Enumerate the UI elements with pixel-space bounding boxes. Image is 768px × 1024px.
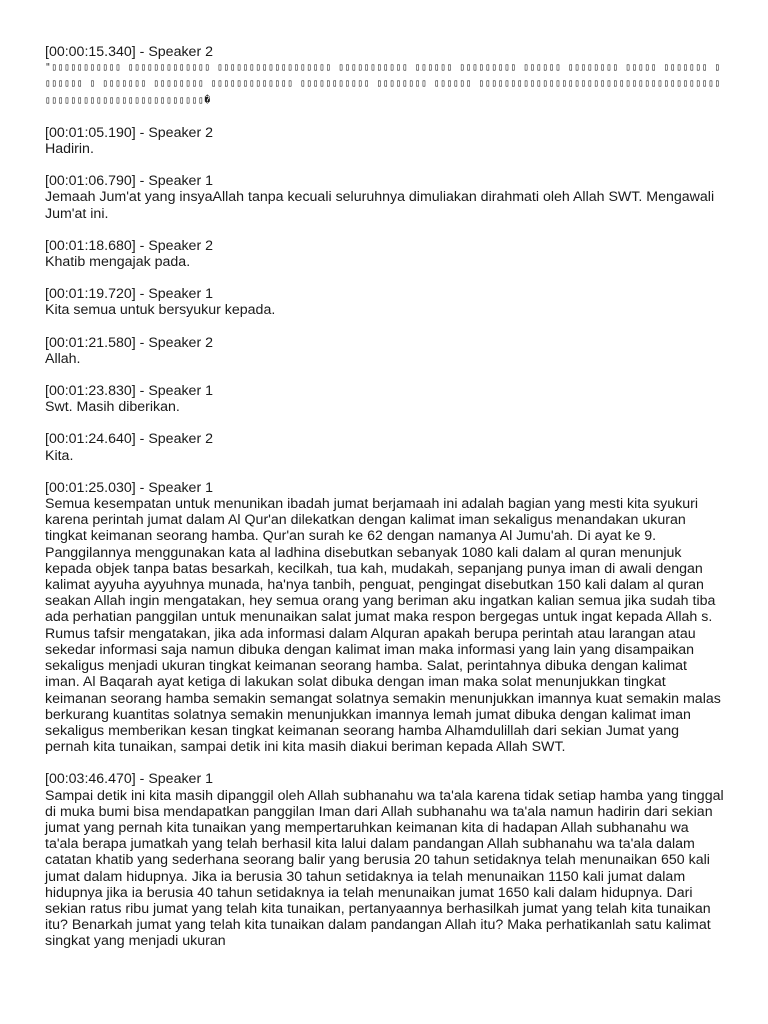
entry-timestamp-speaker: [00:01:06.790] - Speaker 1 <box>45 173 214 190</box>
entry-text: Allah. <box>45 350 81 367</box>
entry-timestamp-speaker: [00:01:25.030] - Speaker 1 <box>45 479 214 496</box>
entry-text: Jemaah Jum'at yang insyaAllah tanpa kecuali seluruhnya dimuliakan dirahmati oleh Allah SWT. Mengawali Jum'at ini. <box>45 189 715 222</box>
entry-text: Kita semua untuk bersyukur kepada. <box>45 302 276 319</box>
entry-text-garbled: "▯▯▯▯▯▯▯▯▯▯▯ ▯▯▯▯▯▯▯▯▯▯▯▯▯ ▯▯▯▯▯▯▯▯▯▯▯▯▯▯▯▯▯▯ ▯▯▯▯▯▯▯▯▯▯▯ ▯▯▯▯▯▯ ▯▯▯▯▯▯▯▯▯ ▯▯▯▯▯▯ ▯▯▯▯▯▯▯▯ ▯▯▯▯▯ ▯▯▯▯▯▯▯ ▯▯▯▯▯▯▯ ▯ ▯▯▯▯▯▯▯ ▯▯▯▯▯▯▯▯ ▯▯▯▯▯▯▯▯▯▯▯▯▯ ▯▯▯▯▯▯▯▯▯▯▯ ▯▯▯▯▯▯▯▯ ▯▯▯▯▯▯ ▯▯▯▯▯▯▯▯▯▯▯▯▯▯▯▯▯▯▯▯▯▯▯▯▯▯▯▯▯▯▯▯▯▯▯▯▯▯▯▯▯▯▯▯▯▯▯▯▯▯▯▯▯▯▯▯▯▯▯▯▯▯▯� <box>45 62 721 106</box>
entry-timestamp-speaker: [00:00:15.340] - Speaker 2 <box>45 44 214 60</box>
transcript-entry <box>45 238 725 270</box>
transcript-entry <box>45 431 725 463</box>
entry-timestamp-speaker: [00:01:05.190] - Speaker 2 <box>45 124 214 141</box>
entry-timestamp-speaker: [00:03:46.470] - Speaker 1 <box>45 771 214 788</box>
transcript-entry <box>45 44 725 109</box>
transcript-entry <box>45 383 725 415</box>
transcript-entry <box>45 125 725 157</box>
entry-text: Hadirin. <box>45 141 94 158</box>
entry-text: Swt. Masih diberikan. <box>45 399 180 416</box>
entry-timestamp-speaker: [00:01:21.580] - Speaker 2 <box>45 334 214 351</box>
transcript-entry <box>45 771 725 949</box>
transcript-entry <box>45 335 725 367</box>
transcript-entry <box>45 173 725 222</box>
transcript-page <box>45 44 725 966</box>
entry-text: Khatib mengajak pada. <box>45 254 191 271</box>
entry-timestamp-speaker: [00:01:24.640] - Speaker 2 <box>45 431 214 448</box>
transcript-entry <box>45 480 725 755</box>
entry-text: Kita. <box>45 447 74 464</box>
entry-text: Semua kesempatan untuk menunikan ibadah jumat berjamaah ini adalah bagian yang mesti kita syukuri karena perintah jumat dalam Al Qur'an dilekatkan dengan kalimat iman sekaligus menandakan ukuran tingkat keimanan seorang hamba. Qur'an surah ke 62 dengan namanya Al Jumu'ah. Di ayat ke 9. Panggilannya menggunakan kata al ladhina disebutkan sebanyak 1080 kali dalam al quran menunjuk kepada objek tanpa batas besarkah, kecilkah, tua kah, mudakah, sepanjang punya iman di awali dengan kalimat ayyuha ayyuhnya munada, ha'nya tanbih, penguat, pengingat disebutkan 150 kali dalam al quran seakan Allah ingin mengatakan, hey semua orang yang beriman aku ingatkan kalian semua jika sudah tiba ada perhatian panggilan untuk menunaikan salat jumat maka respon bergegas untuk ingat kepada Allah s. Rumus tafsir mengatakan, jika ada informasi dalam Alquran apakah berupa perintah atau larangan atau sekedar informasi saja namun dibuka dengan kalimat iman maka informasi yang lain yang disampaikan sekaligus menjadi ukuran tingkat keimanan seorang hamba. Salat, perintahnya dibuka dengan kalimat iman. Al Baqarah ayat ketiga di lakukan solat dibuka dengan iman maka solat menunjukkan tingkat keimanan seorang hamba semakin semangat solatnya semakin menunjukkan imannya kuat semakin malas berkurang kuantitas solatnya semakin menunjukkan imannya lemah jumat dibuka dengan kalimat iman sekaligus memberikan kesan tingkat keimanan seorang hamba Alhamdulillah dari sekian Jumat yang pernah kita tunaikan, sampai detik ini kita masih diakui beriman kepada Allah SWT. <box>45 496 721 756</box>
entry-text: Sampai detik ini kita masih dipanggil oleh Allah subhanahu wa ta'ala karena tidak setiap hamba yang tinggal di muka bumi bisa mendapatkan panggilan Iman dari Allah subhanahu wa ta'ala namun hadirin dari sekian jumat yang pernah kita tunaikan yang mempertaruhkan keimanan kita di hadapan Allah subhanahu wa ta'ala berapa jumatkah yang telah berhasil kita lalui dalam pandangan Allah subhanahu wa ta'ala dalam catatan khatib yang sederhana seorang balir yang berusia 20 tahun setidaknya telah menunaikan 650 kali jumat dalam hidupnya. Jika ia berusia 30 tahun setidaknya ia telah menunaikan 1150 kali jumat dalam hidupnya jika ia berusia 40 tahun setidaknya ia telah menunaikan jumat 1650 kali dalam hidupnya. Dari sekian ratus ribu jumat yang telah kita tunaikan, pertanyaannya berhasilkah jumat yang telah kita tunaikan itu? Benarkah jumat yang telah kita tunaikan dalam pandangan Allah itu? Maka perhatikanlah satu kalimat singkat yang menjadi ukuran <box>45 787 724 950</box>
transcript-entry <box>45 286 725 318</box>
entry-timestamp-speaker: [00:01:19.720] - Speaker 1 <box>45 286 214 303</box>
entry-timestamp-speaker: [00:01:23.830] - Speaker 1 <box>45 383 214 400</box>
entry-timestamp-speaker: [00:01:18.680] - Speaker 2 <box>45 237 214 254</box>
